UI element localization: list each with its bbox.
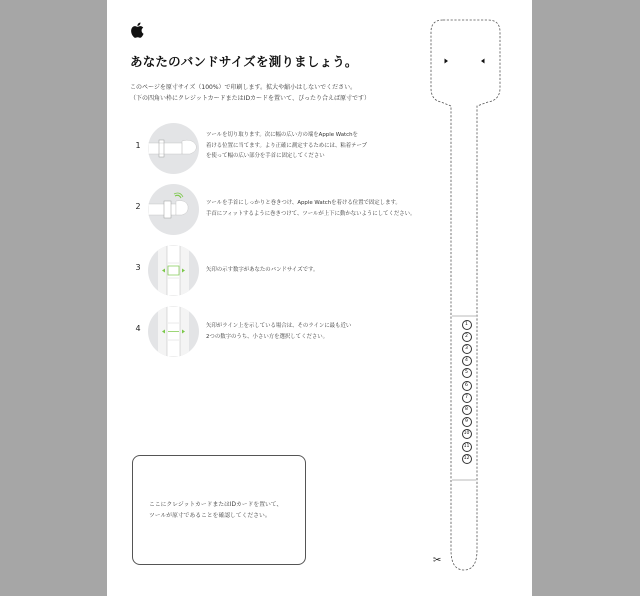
ruler-outline <box>431 20 500 570</box>
step-line: 2つの数字のうち、小さい方を選択してください。 <box>206 333 329 340</box>
ruler-size-mark <box>460 429 473 440</box>
band-sizer-tool <box>107 0 532 596</box>
ruler-size-number: 2 <box>462 332 472 342</box>
ruler-size-mark <box>460 453 473 464</box>
ruler-size-mark <box>460 380 473 391</box>
step-line: を使って幅の広い部分を手首に固定してください <box>206 153 325 159</box>
step-line: ツールを切り取ります。次に幅の広い方の端をApple Watchを <box>206 132 358 138</box>
intro-line: このページを原寸サイズ（100%）で印刷します。拡大や縮小はしないでください。 <box>130 84 357 91</box>
step-line: 矢印がライン上を示している場合は、そのラインに最も近い <box>206 323 352 329</box>
left-arrow-icon <box>445 59 449 64</box>
ruler-size-mark <box>460 441 473 452</box>
ruler-size-mark <box>460 319 473 330</box>
ruler-size-number: 1 <box>462 320 472 330</box>
ruler-size-mark <box>460 356 473 367</box>
ruler-size-mark <box>460 392 473 403</box>
ruler-size-number: 9 <box>462 417 472 427</box>
ruler-size-mark <box>460 404 473 415</box>
ruler-size-mark <box>460 343 473 354</box>
step-line: 着ける位置に当てます。より正確に測定するためには、粘着テープ <box>206 142 368 149</box>
printable-page <box>107 0 532 596</box>
ruler-size-mark <box>460 417 473 428</box>
step-line: 矢印の示す数字があなたのバンドサイズです。 <box>206 267 319 273</box>
ruler-size-number: 10 <box>462 429 472 439</box>
ruler-size-number: 7 <box>462 393 472 403</box>
ruler-size-mark <box>460 368 473 379</box>
ruler-size-number: 6 <box>462 381 472 391</box>
ruler-size-number: 11 <box>462 442 472 452</box>
ruler-size-number: 8 <box>462 405 472 415</box>
ruler-size-number: 4 <box>462 356 472 366</box>
intro-line: （下の四角い枠にクレジットカードまたはIDカードを置いて、ぴったり合えば原寸です） <box>130 95 370 102</box>
step-number: 1 <box>135 141 141 150</box>
card-line: ツールが原寸であることを確認してください。 <box>149 513 271 519</box>
page-title: あなたのバンドサイズを測りましょう。 <box>130 54 358 69</box>
right-arrow-icon <box>481 59 485 64</box>
step-line: 手首にフィットするように巻きつけて、ツールが上下に動かないようにしてください。 <box>206 210 416 217</box>
ruler-size-number: 12 <box>462 454 472 464</box>
step-number: 3 <box>135 263 141 272</box>
ruler-size-number: 5 <box>462 368 472 378</box>
step-number: 2 <box>135 202 141 211</box>
card-line: ここにクレジットカードまたはIDカードを置いて、 <box>149 502 283 508</box>
ruler-size-number: 3 <box>462 344 472 354</box>
ruler-size-mark <box>460 331 473 342</box>
scissors-icon: ✂ <box>433 555 442 566</box>
step-number: 4 <box>135 324 141 333</box>
step-line: ツールを手首にしっかりと巻きつけ、Apple Watchを着ける位置で固定します。 <box>206 200 401 206</box>
